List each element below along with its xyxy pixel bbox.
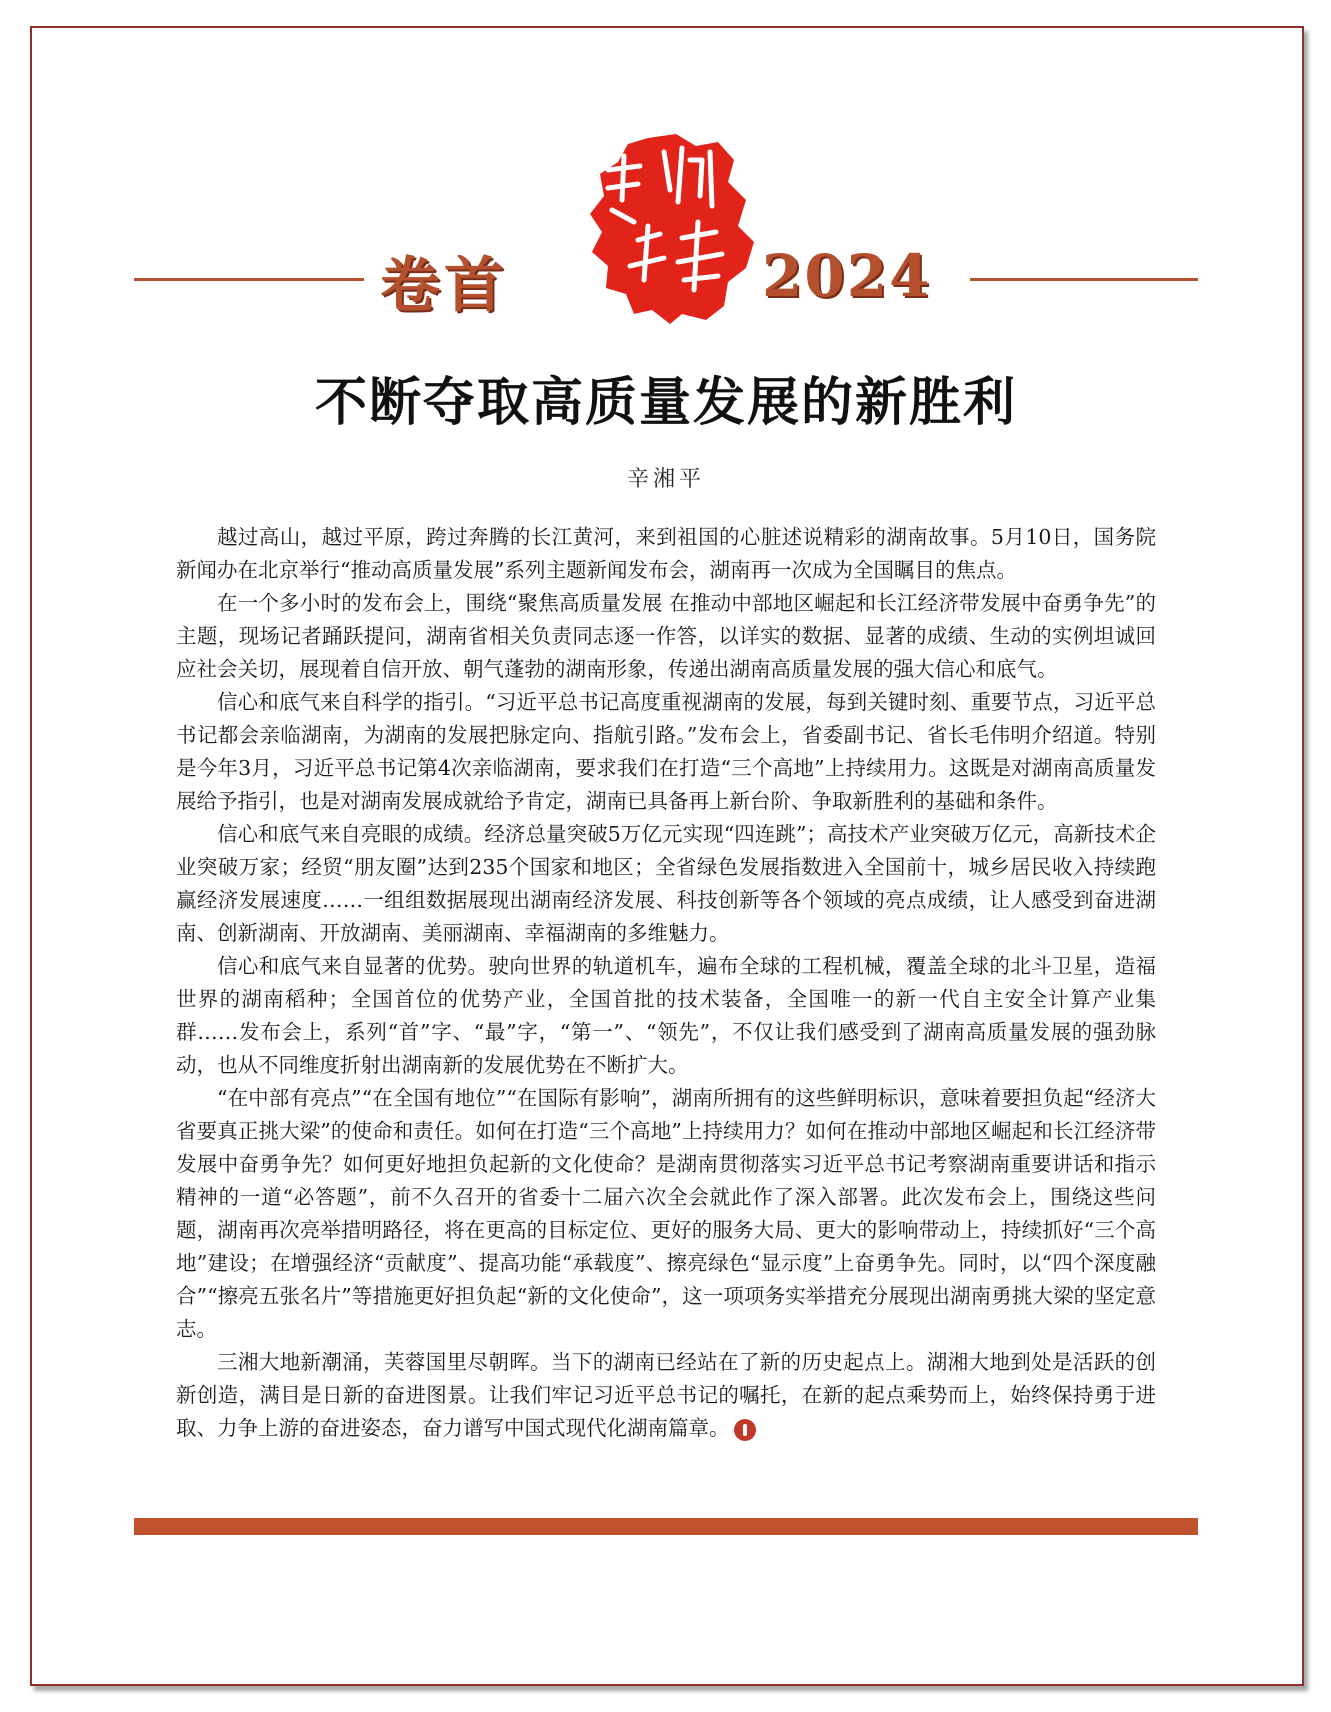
article-title: 不断夺取高质量发展的新胜利 [314,372,1017,433]
section-label: 卷首 [380,251,508,321]
end-mark-icon [734,1419,756,1441]
paragraph: 信心和底气来自科学的指引。“习近平总书记高度重视湖南的发展，每到关键时刻、重要节点，习近平总书记都会亲临湖南，为湖南的发展把脉定向、指航引路。”发布会上，省委副书记、省长毛伟明介绍道。特别是今年3月，习近平总书记第4次亲临湖南，要求我们在打造“三个高地”上持续用力。这既是对湖南高质量发展给予指引，也是对湖南发展成就给予肯定，湖南已具备再上新台阶、争取新胜利的基础和条件。 [176,690,1156,813]
magazine-logo-icon [578,130,764,326]
paragraph: “在中部有亮点”“在全国有地位”“在国际有影响”，湖南所拥有的这些鲜明标识，意味着要担负起“经济大省要真正挑大梁”的使命和责任。如何在打造“三个高地”上持续用力？如何在推动中部地区崛起和长江经济带发展中奋勇争先？如何更好地担负起新的文化使命？是湖南贯彻落实习近平总书记考察湖南重要讲话和指示精神的一道“必答题”，前不久召开的省委十二届六次全会就此作了深入部署。此次发布会上，围绕这些问题，湖南再次亮举措明路径，将在更高的目标定位、更好的服务大局、更大的影响带动上，持续抓好“三个高地”建设；在增强经济“贡献度”、提高功能“承载度”、擦亮绿色“显示度”上奋勇争先。同时，以“四个深度融合”“擦亮五张名片”等措施更好担负起“新的文化使命”，这一项项务实举措充分展现出湖南勇挑大梁的坚定意志。 [176,1086,1156,1341]
logo-text: 新湘評論 [669,250,673,251]
bottom-bar [134,1518,1198,1535]
article-author: 辛湘平 [626,467,705,492]
paragraph: 在一个多小时的发布会上，围绕“聚焦高质量发展 在推动中部地区崛起和长江经济带发展中奋勇争先”的主题，现场记者踊跃提问，湖南省相关负责同志逐一作答，以详实的数据、显著的成绩、生动的实例坦诚回应社会关切，展现着自信开放、朝气蓬勃的湖南形象，传递出湖南高质量发展的强大信心和底气。 [176,591,1156,681]
paragraph-text: 三湘大地新潮涌，芙蓉国里尽朝晖。当下的湖南已经站在了新的历史起点上。湖湘大地到处是活跃的创新创造，满目是日新的奋进图景。让我们牢记习近平总书记的嘱托，在新的起点乘势而上，始终保持勇于进取、力争上游的奋进姿态，奋力谱写中国式现代化湖南篇章。 [176,1350,1156,1440]
paragraph: 信心和底气来自显著的优势。驶向世界的轨道机车，遍布全球的工程机械，覆盖全球的北斗卫星，造福世界的湖南稻种；全国首位的优势产业，全国首批的技术装备，全国唯一的新一代自主安全计算产业集群……发布会上，系列“首”字、“最”字，“第一”、“领先”，不仅让我们感受到了湖南高质量发展的强劲脉动，也从不同维度折射出湖南新的发展优势在不断扩大。 [176,954,1156,1077]
issue-year: 2024 [762,242,932,310]
header-rule-right [970,278,1198,281]
paragraph: 信心和底气来自亮眼的成绩。经济总量突破5万亿元实现“四连跳”；高技术产业突破万亿元，高新技术企业突破万家；经贸“朋友圈”达到235个国家和地区；全省绿色发展指数进入全国前十，城乡居民收入持续跑赢经济发展速度……一组组数据展现出湖南经济发展、科技创新等各个领域的亮点成绩，让人感受到奋进湖南、创新湖南、开放湖南、美丽湖南、幸福湖南的多维魅力。 [176,822,1156,945]
header-rule-left [134,278,364,281]
paragraph: 越过高山，越过平原，跨过奔腾的长江黄河，来到祖国的心脏述说精彩的湖南故事。5月10日，国务院新闻办在北京举行“推动高质量发展”系列主题新闻发布会，湖南再一次成为全国瞩目的焦点。 [176,525,1156,582]
article-body [176,521,1156,1445]
paragraph-last [176,1346,1156,1445]
column-header [134,130,1198,340]
